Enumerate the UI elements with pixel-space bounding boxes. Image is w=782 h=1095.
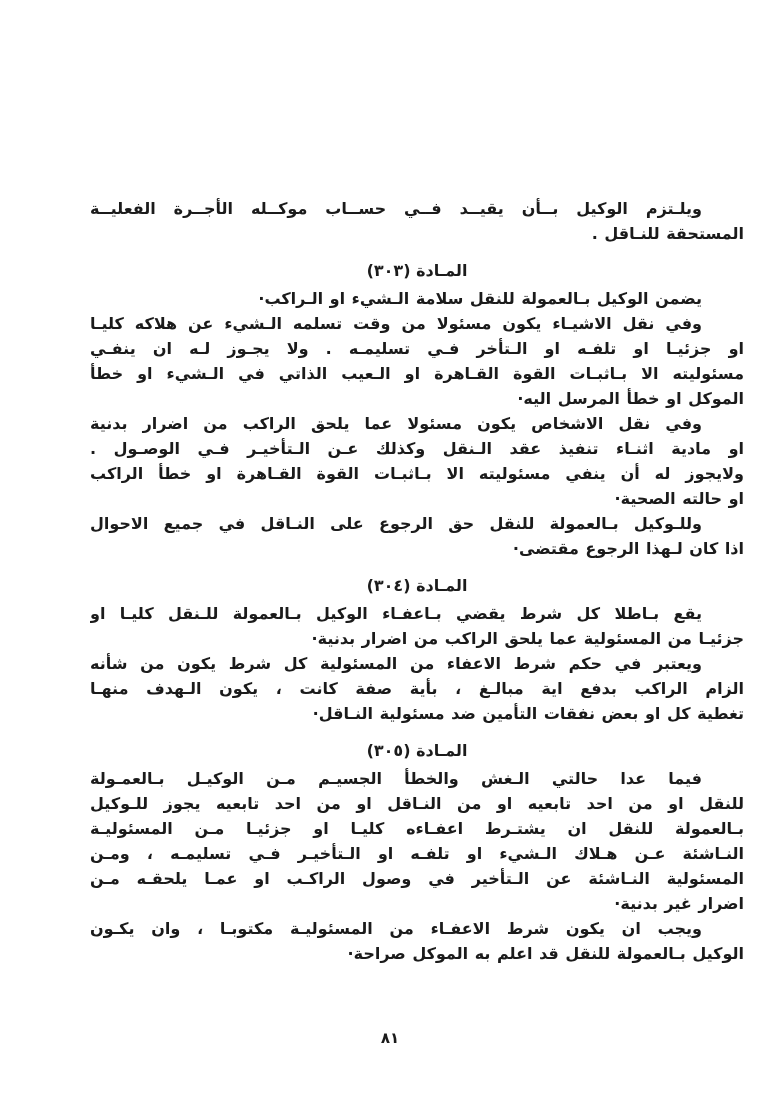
text-line: او جزئيـا او تلفـه او الـتأخر فـي تسليمـه . ولا يجـوز لـه ان ينفـي	[90, 339, 744, 358]
article-303-paragraph-3	[90, 411, 744, 511]
text-line: مسئوليته الا بـاثبـات القوة القـاهرة او الـعيب الذاتي في الـشيء او خطأ	[90, 364, 744, 383]
text-line: وفي نقل الاشيـاء يكون مسئولا من وقت تسلمه الـشيء عن هلاكه كليـا	[90, 314, 702, 333]
text-line: الزام الراكب بدفع اية مبالـغ ، بأية صفة كانت ، يكون الـهدف منهـا	[90, 679, 744, 698]
text-line: بـالعمولة للنقل ان يشتـرط اعفـاءه كليـا او جزئيـا مـن المسئوليـة	[90, 819, 744, 838]
text-line: الوكيل بـالعمولة للنقل قد اعلم به الموكل صراحة·	[347, 944, 744, 963]
article-303-heading: المـادة (٣٠٣)	[366, 261, 468, 280]
text-line: النـاشئة عـن هـلاك الـشيء او تلفـه او الـتأخيـر فـي تسليمـه ، ومـن	[90, 844, 744, 863]
article-303-paragraph-1	[90, 286, 744, 311]
text-line: فيما عدا حالتي الـغش والخطأ الجسيـم مـن الوكيـل بـالعمـولة	[90, 769, 702, 788]
text-line: تغطية كل او بعض نفقات التأمين ضد مسئولية النـاقل·	[312, 704, 744, 723]
text-line: ولايجوز له أن ينفي مسئوليته الا بـاثبـات القوة القـاهرة او خطأ الراكب	[90, 464, 744, 483]
page-number: ٨١	[380, 1029, 400, 1047]
article-303-paragraph-4	[90, 511, 744, 561]
article-305-heading: المـادة (٣٠٥)	[366, 741, 468, 760]
text-line: وللـوكيل بـالعمولة للنقل حق الرجوع على النـاقل في جميع الاحوال	[90, 514, 702, 533]
article-304-paragraph-1	[90, 601, 744, 651]
text-line: او مادية اثنـاء تنفيذ عقد الـنقل وكذلك عـن الـتأخيـر فـي الوصـول .	[90, 439, 744, 458]
text-line: او حالته الصحية·	[614, 489, 744, 508]
text-line: جزئيـا من المسئولية عما يلحق الراكب من اضرار بدنية·	[311, 629, 744, 648]
text-line: وفي نقل الاشخاص يكون مسئولا عما يلحق الراكب من اضرار بدنية	[90, 414, 702, 433]
text-line: المسئولية النـاشئة عن الـتأخير في وصول الراكـب او عمـا يلحقـه مـن	[90, 869, 744, 888]
intro-paragraph	[90, 196, 744, 246]
text-line: ويلـتزم الوكيل بــأن يقيــد فــي حســاب موكــله الأجــرة الفعليــة	[90, 199, 702, 218]
article-305-paragraph-1	[90, 766, 744, 916]
text-line: ويجب ان يكون شرط الاعفـاء من المسئوليـة مكتوبـا ، وان يكـون	[90, 919, 702, 938]
text-line: يقع بـاطلا كل شرط يقضي بـاعفـاء الوكيل بـالعمولة للـنقل كليـا او	[90, 604, 702, 623]
text-line: يضمن الوكيل بـالعمولة للنقل سلامة الـشيء او الـراكب·	[258, 289, 702, 308]
text-line: الموكل او خطأ المرسل اليه·	[517, 389, 744, 408]
article-304-heading: المـادة (٣٠٤)	[366, 576, 468, 595]
article-304-paragraph-2	[90, 651, 744, 726]
article-303-paragraph-2	[90, 311, 744, 411]
article-305-paragraph-2	[90, 916, 744, 966]
text-line: ويعتبر في حكم شرط الاعفاء من المسئولية كل شرط يكون من شأنه	[90, 654, 702, 673]
text-column	[90, 196, 744, 966]
text-line: المستحقة للنـاقل .	[591, 224, 744, 243]
text-line: اضرار غير بدنية·	[614, 894, 744, 913]
text-line: للنقل او من احد تابعيه او من النـاقل او من احد تابعيه يجوز للـوكيل	[90, 794, 744, 813]
text-line: اذا كان لـهذا الرجوع مقتضى·	[512, 539, 744, 558]
